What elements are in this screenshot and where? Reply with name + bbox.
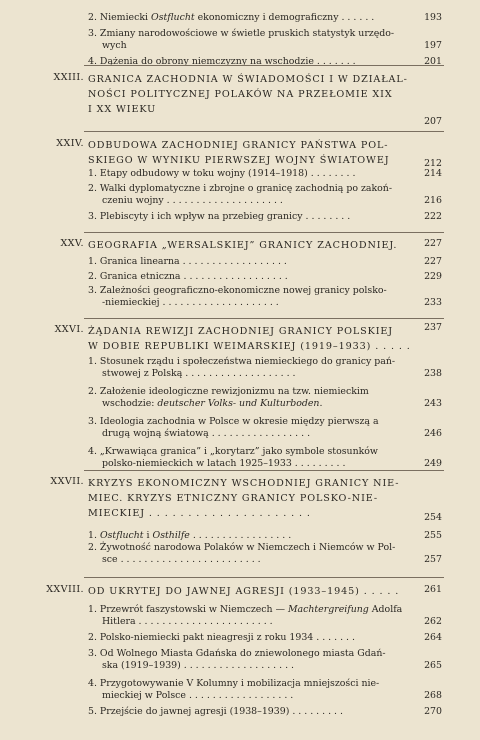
item-text-tail: . . . . . . . . . . . . . . . . . bbox=[189, 530, 292, 541]
item-text: 2. Żywotność narodowa Polaków w Niemczech i Niemców w Pol- bbox=[88, 542, 396, 553]
chapter-title-line: KRYZYS EKONOMICZNY WSCHODNIEJ GRANICY NIE- bbox=[88, 478, 400, 489]
toc-item-line bbox=[88, 446, 414, 458]
item-text: 2. Walki dyplomatyczne i zbrojne o granicę zachodnią po zakoń- bbox=[88, 183, 393, 194]
page-number: 237 bbox=[424, 322, 442, 333]
chapter-title-line: SKIEGO W WYNIKU PIERWSZEJ WOJNY ŚWIATOWEJ bbox=[88, 155, 390, 166]
item-text: wych bbox=[102, 40, 127, 51]
chapter-number: XXVI. bbox=[54, 324, 84, 335]
page-number: 227 bbox=[424, 256, 442, 267]
page-number: 265 bbox=[424, 660, 442, 671]
item-text: wschodzie: bbox=[102, 398, 158, 409]
item-italic-text: Machtergreifung bbox=[287, 604, 369, 615]
toc-item-line bbox=[88, 386, 414, 398]
chapter-title-line: NOŚCI POLITYCZNEJ POLAKÓW NA PRZEŁOMIE XIX bbox=[88, 89, 393, 100]
item-text: 2. Polsko-niemiecki pakt nieagresji z roku 1934 . . . . . . . bbox=[88, 632, 355, 643]
page-number: 193 bbox=[424, 12, 442, 23]
toc-item-line bbox=[102, 368, 428, 380]
chapter-title-line: ŻĄDANIA REWIZJI ZACHODNIEJ GRANICY POLSKIEJ bbox=[88, 326, 394, 337]
item-text: 4. Dążenia do obrony niemczyzny na wschodzie . . . . . . . bbox=[88, 56, 356, 67]
item-text: 5. Przejście do jawnej agresji (1938–1939) . . . . . . . . . bbox=[88, 706, 343, 717]
item-text-tail: Adolfa bbox=[368, 604, 403, 615]
item-text: Hitlera . . . . . . . . . . . . . . . . . . . . . . . bbox=[102, 616, 273, 627]
page-number: 262 bbox=[424, 616, 442, 627]
item-text: 3. Zależności geograficzno-ekonomiczne nowej granicy polsko- bbox=[88, 285, 387, 296]
page-number: 197 bbox=[424, 40, 442, 51]
toc-item-line bbox=[102, 458, 428, 470]
item-text: 1. Stosunek rządu i społeczeństwa niemieckiego do granicy pań- bbox=[88, 356, 396, 367]
toc-item-line bbox=[88, 356, 414, 368]
item-text: 4. „Krwawiąca granica” i „korytarz” jako symbole stosunków bbox=[88, 446, 378, 457]
item-italic-text: Ostflucht bbox=[99, 530, 144, 541]
chapter-title-line: MIEC. KRYZYS ETNICZNY GRANICY POLSKO-NIE- bbox=[88, 493, 378, 504]
toc-item-line bbox=[88, 56, 414, 68]
item-text: 4. Przygotowywanie V Kolumny i mobilizacja mniejszości nie- bbox=[88, 678, 380, 689]
section-divider bbox=[84, 318, 444, 319]
toc-item-line bbox=[88, 211, 414, 223]
page-number: 261 bbox=[424, 584, 442, 595]
item-text: 1. Przewrót faszystowski w Niemczech — bbox=[88, 604, 288, 615]
page-number: 227 bbox=[424, 238, 442, 249]
page-number: 255 bbox=[424, 530, 442, 541]
toc-item-line bbox=[102, 660, 428, 672]
item-text: ska (1919–1939) . . . . . . . . . . . . . . . . . . . bbox=[102, 660, 295, 671]
chapter-title-line: OD UKRYTEJ DO JAWNEJ AGRESJI (1933–1945) . . . . . bbox=[88, 586, 400, 597]
chapter-title-line: I XX WIEKU bbox=[88, 104, 157, 115]
toc-item-line bbox=[102, 398, 428, 410]
toc-item-line bbox=[88, 706, 414, 718]
toc-item-line bbox=[88, 530, 414, 542]
toc-item-line bbox=[88, 183, 414, 195]
toc-item-line bbox=[88, 285, 414, 297]
page-number: 212 bbox=[424, 158, 442, 169]
item-text: 1. bbox=[88, 530, 100, 541]
page-number: 254 bbox=[424, 512, 442, 523]
item-italic-text: deutscher Volks- und Kulturboden bbox=[157, 398, 320, 409]
section-divider bbox=[84, 65, 444, 66]
chapter-title-line: W DOBIE REPUBLIKI WEIMARSKIEJ (1919–1933) . . . . . bbox=[88, 341, 411, 352]
section-divider bbox=[84, 470, 444, 471]
page-number: 257 bbox=[424, 554, 442, 565]
item-text: -niemieckiej . . . . . . . . . . . . . . . . . . . . bbox=[102, 297, 279, 308]
chapter-title-line: GEOGRAFIA „WERSALSKIEJ” GRANICY ZACHODNIEJ. bbox=[88, 240, 398, 251]
item-text: sce . . . . . . . . . . . . . . . . . . . . . . . . bbox=[102, 554, 261, 565]
chapter-title-line: MIECKIEJ . . . . . . . . . . . . . . . . . . . . . bbox=[88, 508, 311, 519]
toc-item-line bbox=[88, 12, 414, 24]
item-text: 3. Plebiscyty i ich wpływ na przebieg granicy . . . . . . . . bbox=[88, 211, 351, 222]
item-text: 3. Od Wolnego Miasta Gdańska do zniewolonego miasta Gdań- bbox=[88, 648, 386, 659]
item-text: 2. Założenie ideologiczne rewizjonizmu na tzw. niemieckim bbox=[88, 386, 369, 397]
toc-item-line bbox=[88, 648, 414, 660]
item-text: 1. Etapy odbudowy w toku wojny (1914–1918) . . . . . . . . bbox=[88, 168, 356, 179]
page-number: 264 bbox=[424, 632, 442, 643]
page-number: 216 bbox=[424, 195, 442, 206]
section-divider bbox=[84, 577, 444, 578]
toc-item-line bbox=[88, 416, 414, 428]
item-text: 2. Granica etniczna . . . . . . . . . . . . . . . . . . bbox=[88, 271, 288, 282]
item-italic-text: Ostflucht bbox=[151, 12, 195, 23]
toc-item-line bbox=[88, 542, 414, 554]
page-number: 246 bbox=[424, 428, 442, 439]
page-number: 233 bbox=[424, 297, 442, 308]
toc-item-line bbox=[102, 616, 428, 628]
page-number: 214 bbox=[424, 168, 442, 179]
item-text: 1. Granica linearna . . . . . . . . . . . . . . . . . . bbox=[88, 256, 287, 267]
toc-item-line bbox=[88, 632, 414, 644]
toc-item-line bbox=[102, 297, 428, 309]
toc-item-line bbox=[88, 28, 414, 40]
section-divider bbox=[84, 232, 444, 233]
section-divider bbox=[84, 131, 444, 132]
toc-item-line bbox=[88, 256, 414, 268]
toc-item-line bbox=[88, 168, 414, 180]
toc-item-line bbox=[102, 554, 428, 566]
toc-item-line bbox=[102, 690, 428, 702]
chapter-title-line: GRANICA ZACHODNIA W ŚWIADOMOŚCI I W DZIAŁAL- bbox=[88, 74, 408, 85]
item-text-tail: . bbox=[319, 398, 323, 409]
page-number: 207 bbox=[424, 116, 442, 127]
page-number: 243 bbox=[424, 398, 442, 409]
toc-item-line bbox=[102, 40, 428, 52]
chapter-number: XXVIII. bbox=[46, 584, 84, 595]
item-text: drugą wojną światową . . . . . . . . . . . . . . . . . bbox=[102, 428, 311, 439]
chapter-number: XXIV. bbox=[56, 138, 84, 149]
page-number: 270 bbox=[424, 706, 442, 717]
page-number: 222 bbox=[424, 211, 442, 222]
toc-item-line bbox=[102, 428, 428, 440]
chapter-title-line: ODBUDOWA ZACHODNIEJ GRANICY PAŃSTWA POL- bbox=[88, 140, 389, 151]
item-text-tail: i bbox=[143, 530, 153, 541]
toc-item-line bbox=[88, 678, 414, 690]
item-text: 3. Ideologia zachodnia w Polsce w okresie między pierwszą a bbox=[88, 416, 379, 427]
item-text: czeniu wojny . . . . . . . . . . . . . . . . . . . . bbox=[102, 195, 283, 206]
toc-item-line bbox=[102, 195, 428, 207]
item-text: 2. Niemiecki bbox=[88, 12, 152, 23]
item-text-tail: ekonomiczny i demograficzny . . . . . . bbox=[194, 12, 375, 23]
chapter-number: XXVII. bbox=[50, 476, 84, 487]
page-number: 268 bbox=[424, 690, 442, 701]
chapter-number: XXV. bbox=[60, 238, 84, 249]
item-text: stwowej z Polską . . . . . . . . . . . . . . . . . . . bbox=[102, 368, 296, 379]
toc-item-line bbox=[88, 271, 414, 283]
chapter-number: XXIII. bbox=[53, 72, 84, 83]
page-number: 201 bbox=[424, 56, 442, 67]
page-number: 249 bbox=[424, 458, 442, 469]
item-text: mieckiej w Polsce . . . . . . . . . . . . . . . . . . bbox=[102, 690, 294, 701]
item-text: polsko-niemieckich w latach 1925–1933 . . . . . . . . . bbox=[102, 458, 346, 469]
page-number: 229 bbox=[424, 271, 442, 282]
item-text: 3. Zmiany narodowościowe w świetle pruskich statystyk urzędo- bbox=[88, 28, 395, 39]
page-number: 238 bbox=[424, 368, 442, 379]
toc-item-line bbox=[88, 604, 414, 616]
item-italic-text: Osthilfe bbox=[152, 530, 190, 541]
